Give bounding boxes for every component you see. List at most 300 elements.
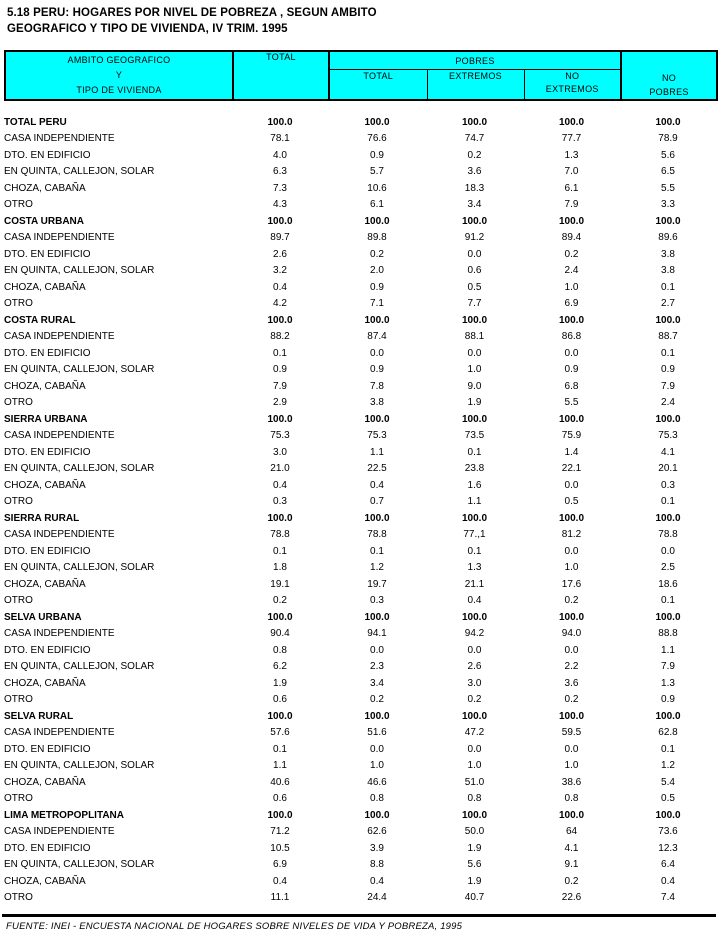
cell-value: 100.0 [461, 611, 488, 623]
cell-value: 0.0 [564, 479, 579, 491]
cell-value: 4.1 [564, 842, 579, 854]
table-row [4, 279, 716, 296]
table-row [4, 164, 716, 181]
row-label: DTO. EN EDIFICIO [4, 842, 91, 854]
cell-value: 0.9 [273, 364, 287, 376]
cell-value: 0.9 [370, 281, 384, 293]
section-label: COSTA RURAL [4, 314, 76, 326]
cell-value: 100.0 [655, 116, 681, 128]
row-label: CHOZA, CABAÑA [4, 578, 86, 590]
cell-value: 89.4 [561, 232, 582, 244]
cell-value: 2.6 [273, 248, 287, 260]
cell-value: 4.3 [273, 199, 287, 211]
cell-value: 4.2 [273, 298, 287, 310]
cell-value: 1.0 [467, 760, 482, 772]
cell-value: 0.1 [661, 347, 675, 359]
table-row [4, 758, 716, 775]
cell-value: 100.0 [558, 314, 585, 326]
cell-value: 0.8 [467, 793, 482, 805]
cell-value: 1.1 [661, 644, 675, 656]
cell-value: 7.4 [661, 892, 675, 904]
cell-value: 2.3 [370, 661, 384, 673]
table-row [4, 494, 716, 511]
cell-value: 75.3 [367, 430, 387, 442]
cell-value: 9.0 [467, 380, 482, 392]
cell-value: 3.2 [273, 265, 287, 277]
header-no-pobres-line-2: POBRES [649, 87, 689, 97]
table-row [4, 560, 716, 577]
source-note: FUENTE: INEI - ENCUESTA NACIONAL DE HOGARES SOBRE NIVELES DE VIDA Y POBREZA, 1995 [6, 921, 463, 932]
cell-value: 1.0 [564, 562, 579, 574]
cell-value: 0.1 [370, 545, 384, 557]
cell-value: 100.0 [558, 215, 585, 227]
cell-value: 6.1 [370, 199, 384, 211]
cell-value: 6.2 [273, 661, 287, 673]
table-row [4, 824, 716, 841]
cell-value: 51.6 [367, 727, 387, 739]
section-row [4, 312, 716, 329]
row-label: OTRO [4, 397, 33, 409]
cell-value: 1.1 [370, 446, 384, 458]
cell-value: 0.2 [564, 595, 579, 607]
table-row [4, 296, 716, 313]
cell-value: 100.0 [655, 611, 681, 623]
row-label: CHOZA, CABAÑA [4, 281, 86, 293]
cell-value: 100.0 [267, 314, 293, 326]
header-no-extremos-line-2: EXTREMOS [545, 84, 599, 94]
table-row [4, 329, 716, 346]
cell-value: 0.1 [273, 347, 287, 359]
cell-value: 50.0 [464, 826, 485, 838]
cell-value: 0.5 [564, 496, 579, 508]
table-row [4, 840, 716, 857]
cell-value: 73.5 [464, 430, 485, 442]
poverty-table [4, 50, 716, 906]
cell-value: 0.2 [564, 875, 579, 887]
table-row [4, 378, 716, 395]
section-label: SIERRA RURAL [4, 512, 80, 524]
cell-value: 59.5 [561, 727, 582, 739]
cell-value: 88.1 [464, 331, 485, 343]
table-header [4, 50, 718, 101]
row-label: CASA INDEPENDIENTE [4, 430, 115, 442]
cell-value: 100.0 [558, 809, 585, 821]
cell-value: 0.1 [661, 743, 675, 755]
cell-value: 8.8 [370, 859, 384, 871]
table-row [4, 527, 716, 544]
section-label: TOTAL PERU [4, 116, 67, 128]
cell-value: 73.6 [658, 826, 678, 838]
table-row [4, 197, 716, 214]
cell-value: 100.0 [655, 314, 681, 326]
cell-value: 46.6 [367, 776, 387, 788]
cell-value: 19.1 [270, 578, 290, 590]
cell-value: 0.0 [564, 545, 579, 557]
section-label: COSTA URBANA [4, 215, 84, 227]
header-ambito-line-2: Y [115, 70, 123, 80]
cell-value: 5.6 [467, 859, 482, 871]
cell-value: 6.5 [661, 166, 675, 178]
cell-value: 0.2 [564, 248, 579, 260]
row-label: EN QUINTA, CALLEJON, SOLAR [4, 463, 155, 475]
cell-value: 0.3 [661, 479, 675, 491]
cell-value: 5.5 [661, 182, 675, 194]
header-pobres-extremos: EXTREMOS [427, 70, 524, 101]
cell-value: 18.6 [658, 578, 678, 590]
cell-value: 3.0 [273, 446, 287, 458]
cell-value: 0.1 [467, 545, 482, 557]
header-ambito-line-1: AMBITO GEOGRAFICO [67, 55, 171, 65]
cell-value: 0.0 [370, 644, 384, 656]
cell-value: 3.9 [370, 842, 384, 854]
cell-value: 20.1 [658, 463, 678, 475]
cell-value: 0.9 [370, 149, 384, 161]
cell-value: 100.0 [364, 710, 390, 722]
cell-value: 100.0 [461, 809, 488, 821]
header-ambito-geografico [5, 51, 233, 100]
cell-value: 24.4 [367, 892, 387, 904]
cell-value: 91.2 [464, 232, 485, 244]
cell-value: 100.0 [364, 809, 390, 821]
table-row [4, 444, 716, 461]
cell-value: 0.9 [661, 364, 675, 376]
cell-value: 7.0 [564, 166, 579, 178]
row-label: DTO. EN EDIFICIO [4, 743, 91, 755]
section-row [4, 213, 716, 230]
table-row [4, 774, 716, 791]
row-label: CASA INDEPENDIENTE [4, 232, 115, 244]
cell-value: 0.9 [370, 364, 384, 376]
row-label: CASA INDEPENDIENTE [4, 628, 115, 640]
cell-value: 78.8 [270, 529, 290, 541]
table-row [4, 626, 716, 643]
cell-value: 1.0 [370, 760, 384, 772]
cell-value: 6.3 [273, 166, 287, 178]
cell-value: 88.7 [658, 331, 678, 343]
cell-value: 47.2 [464, 727, 485, 739]
cell-value: 76.6 [367, 133, 387, 145]
title-line-1: 5.18 PERU: HOGARES POR NIVEL DE POBREZA , SEGUN AMBITO [7, 7, 377, 19]
cell-value: 1.9 [467, 875, 482, 887]
cell-value: 38.6 [561, 776, 582, 788]
cell-value: 1.9 [467, 397, 482, 409]
cell-value: 1.4 [564, 446, 579, 458]
cell-value: 0.1 [273, 545, 287, 557]
cell-value: 100.0 [558, 710, 585, 722]
section-row [4, 510, 716, 527]
cell-value: 2.9 [273, 397, 287, 409]
cell-value: 1.3 [661, 677, 675, 689]
cell-value: 7.9 [661, 380, 675, 392]
cell-value: 7.7 [467, 298, 482, 310]
cell-value: 100.0 [267, 413, 293, 425]
header-pobres-no-extremos [524, 70, 621, 101]
cell-value: 0.0 [467, 248, 482, 260]
cell-value: 2.5 [661, 562, 675, 574]
cell-value: 86.8 [561, 331, 582, 343]
table-row [4, 593, 716, 610]
cell-value: 89.6 [658, 232, 678, 244]
table-row [4, 230, 716, 247]
cell-value: 0.4 [273, 875, 287, 887]
cell-value: 1.6 [467, 479, 482, 491]
cell-value: 62.6 [367, 826, 387, 838]
cell-value: 0.8 [370, 793, 384, 805]
cell-value: 0.1 [661, 281, 675, 293]
cell-value: 71.2 [270, 826, 290, 838]
cell-value: 100.0 [267, 611, 293, 623]
row-label: DTO. EN EDIFICIO [4, 644, 91, 656]
table-row [4, 642, 716, 659]
cell-value: 3.0 [467, 677, 482, 689]
row-label: CHOZA, CABAÑA [4, 479, 86, 491]
table-row [4, 857, 716, 874]
section-label: LIMA METROPOPLITANA [4, 809, 124, 821]
row-label: CHOZA, CABAÑA [4, 776, 86, 788]
cell-value: 0.4 [661, 875, 675, 887]
section-label: SELVA URBANA [4, 611, 82, 623]
row-label: EN QUINTA, CALLEJON, SOLAR [4, 265, 155, 277]
table-row [4, 543, 716, 560]
row-label: OTRO [4, 298, 33, 310]
cell-value: 100.0 [655, 512, 681, 524]
cell-value: 5.6 [661, 149, 675, 161]
cell-value: 3.4 [467, 199, 482, 211]
cell-value: 2.0 [370, 265, 384, 277]
cell-value: 19.7 [367, 578, 387, 590]
header-total: TOTAL [233, 51, 329, 100]
cell-value: 2.4 [564, 265, 579, 277]
cell-value: 0.3 [370, 595, 384, 607]
cell-value: 3.6 [564, 677, 579, 689]
table-row [4, 659, 716, 676]
row-label: OTRO [4, 793, 33, 805]
cell-value: 0.0 [564, 743, 579, 755]
cell-value: 88.8 [658, 628, 678, 640]
cell-value: 5.4 [661, 776, 675, 788]
row-label: EN QUINTA, CALLEJON, SOLAR [4, 364, 155, 376]
cell-value: 10.6 [367, 182, 387, 194]
cell-value: 100.0 [655, 413, 681, 425]
table-body [4, 114, 716, 906]
cell-value: 0.6 [273, 793, 287, 805]
table-row [4, 477, 716, 494]
cell-value: 3.8 [661, 265, 675, 277]
cell-value: 100.0 [558, 116, 585, 128]
cell-value: 0.1 [661, 496, 675, 508]
cell-value: 0.5 [661, 793, 675, 805]
table-row [4, 791, 716, 808]
cell-value: 2.4 [661, 397, 675, 409]
cell-value: 0.7 [370, 496, 384, 508]
cell-value: 18.3 [464, 182, 485, 194]
cell-value: 100.0 [461, 512, 488, 524]
cell-value: 0.2 [370, 694, 384, 706]
table-row [4, 675, 716, 692]
cell-value: 75.3 [658, 430, 678, 442]
page-title [7, 6, 719, 37]
cell-value: 21.1 [464, 578, 485, 590]
cell-value: 78.9 [658, 133, 678, 145]
cell-value: 0.9 [661, 694, 675, 706]
cell-value: 1.9 [273, 677, 287, 689]
cell-value: 3.8 [370, 397, 384, 409]
cell-value: 1.0 [564, 760, 579, 772]
cell-value: 0.0 [564, 644, 579, 656]
cell-value: 0.0 [661, 545, 675, 557]
cell-value: 51.0 [464, 776, 485, 788]
table-row [4, 263, 716, 280]
row-label: OTRO [4, 496, 33, 508]
table-row [4, 873, 716, 890]
cell-value: 0.2 [273, 595, 287, 607]
cell-value: 1.2 [661, 760, 675, 772]
cell-value: 100.0 [267, 116, 293, 128]
title-line-2: GEOGRAFICO Y TIPO DE VIVIENDA, IV TRIM. 1995 [7, 22, 288, 35]
cell-value: 100.0 [461, 215, 488, 227]
cell-value: 100.0 [267, 512, 293, 524]
cell-value: 11.1 [270, 892, 290, 904]
cell-value: 7.9 [273, 380, 287, 392]
cell-value: 1.1 [467, 496, 482, 508]
cell-value: 40.6 [270, 776, 290, 788]
cell-value: 1.8 [273, 562, 287, 574]
cell-value: 100.0 [364, 314, 390, 326]
row-label: DTO. EN EDIFICIO [4, 248, 91, 260]
cell-value: 0.4 [273, 281, 287, 293]
cell-value: 88.2 [270, 331, 290, 343]
row-label: EN QUINTA, CALLEJON, SOLAR [4, 661, 155, 673]
cell-value: 1.3 [467, 562, 482, 574]
row-label: OTRO [4, 694, 33, 706]
cell-value: 22.6 [561, 892, 582, 904]
cell-value: 22.5 [367, 463, 387, 475]
cell-value: 64 [565, 826, 578, 838]
cell-value: 100.0 [364, 215, 390, 227]
cell-value: 57.6 [270, 727, 290, 739]
section-row [4, 114, 716, 131]
cell-value: 0.1 [661, 595, 675, 607]
header-pobres-total: TOTAL [329, 70, 427, 101]
table-row [4, 428, 716, 445]
cell-value: 4.0 [273, 149, 287, 161]
cell-value: 74.7 [464, 133, 485, 145]
cell-value: 6.4 [661, 859, 675, 871]
table-row [4, 246, 716, 263]
cell-value: 0.0 [467, 644, 482, 656]
header-no-extremos-line-1: NO [565, 71, 580, 81]
cell-value: 0.2 [467, 149, 482, 161]
cell-value: 10.5 [270, 842, 290, 854]
table-row [4, 461, 716, 478]
cell-value: 90.4 [270, 628, 290, 640]
table-row [4, 395, 716, 412]
row-label: CASA INDEPENDIENTE [4, 529, 115, 541]
cell-value: 100.0 [461, 116, 488, 128]
row-label: CASA INDEPENDIENTE [4, 826, 115, 838]
cell-value: 87.4 [367, 331, 387, 343]
cell-value: 100.0 [461, 413, 488, 425]
section-row [4, 807, 716, 824]
row-label: CHOZA, CABAÑA [4, 875, 86, 887]
cell-value: 1.9 [467, 842, 482, 854]
cell-value: 0.5 [467, 281, 482, 293]
cell-value: 0.4 [370, 479, 384, 491]
cell-value: 21.0 [270, 463, 290, 475]
cell-value: 1.1 [273, 760, 287, 772]
cell-value: 94.0 [561, 628, 582, 640]
cell-value: 0.2 [564, 694, 579, 706]
cell-value: 3.3 [661, 199, 675, 211]
footer-divider [2, 914, 716, 917]
row-label: CHOZA, CABAÑA [4, 380, 86, 392]
header-ambito-line-3: TIPO DE VIVIENDA [76, 85, 162, 95]
cell-value: 100.0 [364, 413, 390, 425]
section-label: SELVA RURAL [4, 710, 74, 722]
cell-value: 0.8 [273, 644, 287, 656]
table-row [4, 725, 716, 742]
cell-value: 9.1 [564, 859, 579, 871]
cell-value: 100.0 [655, 710, 681, 722]
table-row [4, 147, 716, 164]
cell-value: 100.0 [558, 611, 585, 623]
cell-value: 4.1 [661, 446, 675, 458]
row-label: EN QUINTA, CALLEJON, SOLAR [4, 760, 155, 772]
cell-value: 0.0 [370, 347, 384, 359]
cell-value: 2.7 [661, 298, 675, 310]
cell-value: 0.6 [273, 694, 287, 706]
row-label: EN QUINTA, CALLEJON, SOLAR [4, 562, 155, 574]
cell-value: 0.0 [370, 743, 384, 755]
section-row [4, 411, 716, 428]
section-row [4, 609, 716, 626]
cell-value: 5.7 [370, 166, 384, 178]
cell-value: 2.2 [564, 661, 579, 673]
cell-value: 6.1 [564, 182, 579, 194]
header-pobres-group: POBRES [329, 51, 621, 70]
cell-value: 0.2 [467, 694, 482, 706]
table-data [4, 114, 716, 906]
row-label: DTO. EN EDIFICIO [4, 446, 91, 458]
cell-value: 100.0 [267, 215, 293, 227]
cell-value: 62.8 [658, 727, 678, 739]
cell-value: 3.8 [661, 248, 675, 260]
cell-value: 78.1 [270, 133, 290, 145]
cell-value: 75.9 [561, 430, 582, 442]
table-row [4, 345, 716, 362]
cell-value: 0.0 [467, 347, 482, 359]
cell-value: 78.8 [367, 529, 387, 541]
cell-value: 0.4 [467, 595, 482, 607]
cell-value: 89.7 [270, 232, 290, 244]
cell-value: 100.0 [655, 215, 681, 227]
cell-value: 3.4 [370, 677, 384, 689]
cell-value: 100.0 [267, 809, 293, 821]
cell-value: 0.3 [273, 496, 287, 508]
cell-value: 100.0 [655, 809, 681, 821]
cell-value: 7.3 [273, 182, 287, 194]
cell-value: 0.0 [467, 743, 482, 755]
cell-value: 1.2 [370, 562, 384, 574]
table-row [4, 131, 716, 148]
cell-value: 1.3 [564, 149, 579, 161]
cell-value: 0.8 [564, 793, 579, 805]
row-label: CHOZA, CABAÑA [4, 182, 86, 194]
table-row [4, 576, 716, 593]
cell-value: 100.0 [364, 512, 390, 524]
section-row [4, 708, 716, 725]
cell-value: 23.8 [464, 463, 485, 475]
